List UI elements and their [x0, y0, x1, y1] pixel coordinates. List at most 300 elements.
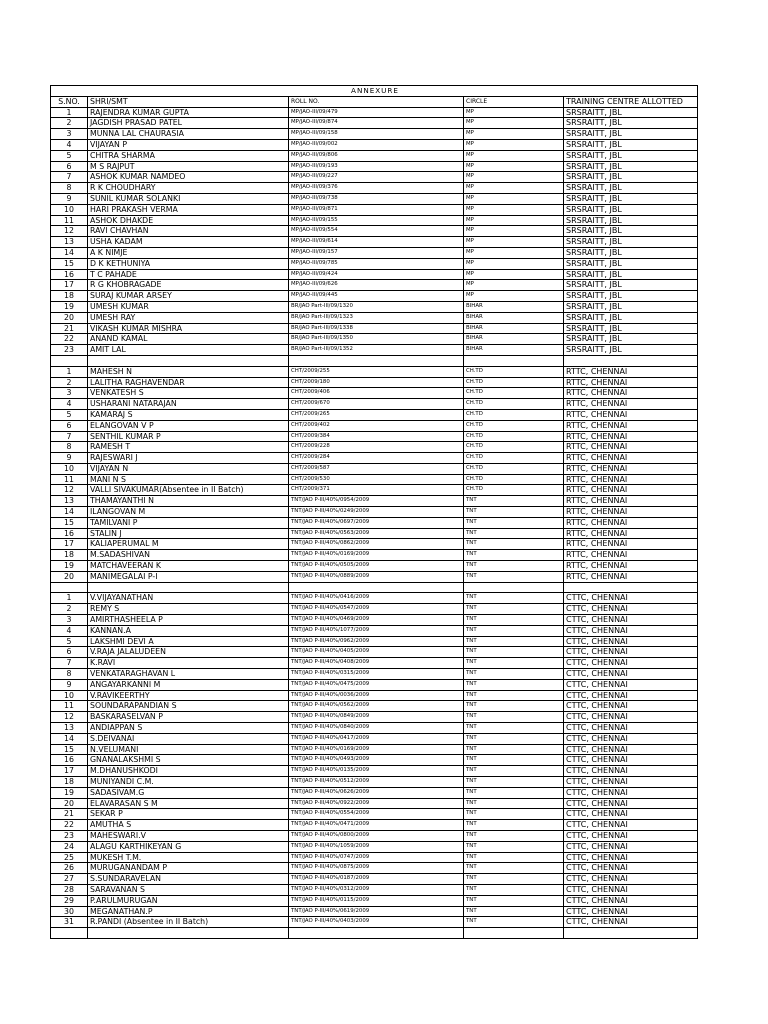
- cell-roll-no: TNT/JAO P-III/40%/0417/2009: [289, 733, 464, 744]
- cell-sno: 25: [51, 852, 88, 863]
- cell-circle: CH.TD: [464, 420, 564, 431]
- empty-cell: [564, 928, 698, 939]
- cell-roll-no: TNT/JAO P-III/40%/0922/2009: [289, 798, 464, 809]
- table-row: [51, 247, 698, 258]
- cell-training-centre: RTTC, CHENNAI: [564, 453, 698, 464]
- cell-roll-no: BR/JAO Part-III/09/1320: [289, 301, 464, 312]
- cell-circle: TNT: [464, 679, 564, 690]
- cell-name: MANIMEGALAI P-I: [88, 571, 289, 582]
- table-row: [51, 701, 698, 712]
- cell-training-centre: SRSRAITT, JBL: [564, 269, 698, 280]
- cell-sno: 16: [51, 269, 88, 280]
- table-row: [51, 809, 698, 820]
- table-row: [51, 377, 698, 388]
- cell-training-centre: SRSRAITT, JBL: [564, 172, 698, 183]
- cell-circle: TNT: [464, 636, 564, 647]
- cell-training-centre: RTTC, CHENNAI: [564, 517, 698, 528]
- table-row: [51, 291, 698, 302]
- cell-sno: 18: [51, 550, 88, 561]
- cell-circle: BIHAR: [464, 312, 564, 323]
- table-row: [51, 388, 698, 399]
- cell-sno: 14: [51, 247, 88, 258]
- table-row: [51, 334, 698, 345]
- cell-name: R.PANDI (Absentee in II Batch): [88, 917, 289, 928]
- cell-sno: 15: [51, 744, 88, 755]
- cell-training-centre: SRSRAITT, JBL: [564, 291, 698, 302]
- table-row: [51, 431, 698, 442]
- cell-circle: TNT: [464, 625, 564, 636]
- cell-sno: 11: [51, 215, 88, 226]
- table-row: [51, 766, 698, 777]
- cell-roll-no: MP/JAO-III/09/479: [289, 107, 464, 118]
- cell-circle: TNT: [464, 647, 564, 658]
- cell-training-centre: RTTC, CHENNAI: [564, 485, 698, 496]
- cell-training-centre: CTTC, CHENNAI: [564, 733, 698, 744]
- cell-roll-no: MP/JAO-III/09/806: [289, 150, 464, 161]
- cell-training-centre: RTTC, CHENNAI: [564, 571, 698, 582]
- cell-sno: 6: [51, 420, 88, 431]
- table-row: [51, 615, 698, 626]
- cell-circle: TNT: [464, 852, 564, 863]
- cell-circle: TNT: [464, 604, 564, 615]
- cell-roll-no: CHT/2009/402: [289, 420, 464, 431]
- cell-circle: MP: [464, 226, 564, 237]
- table-row: [51, 571, 698, 582]
- header-name: SHRI/SMT: [88, 96, 289, 107]
- cell-sno: 27: [51, 874, 88, 885]
- cell-roll-no: TNT/JAO P-III/40%/0800/2009: [289, 830, 464, 841]
- cell-roll-no: MP/JAO-III/09/874: [289, 118, 464, 129]
- empty-cell: [289, 928, 464, 939]
- cell-sno: 9: [51, 453, 88, 464]
- cell-name: V.VIJAYANATHAN: [88, 593, 289, 604]
- cell-sno: 23: [51, 345, 88, 356]
- cell-sno: 19: [51, 787, 88, 798]
- empty-cell: [51, 582, 88, 593]
- cell-circle: MP: [464, 183, 564, 194]
- table-row: [51, 733, 698, 744]
- table-row: [51, 226, 698, 237]
- table-row: [51, 917, 698, 928]
- cell-circle: CH.TD: [464, 431, 564, 442]
- cell-name: M.DHANUSHKODI: [88, 766, 289, 777]
- cell-training-centre: SRSRAITT, JBL: [564, 334, 698, 345]
- cell-roll-no: CHT/2009/228: [289, 442, 464, 453]
- cell-training-centre: SRSRAITT, JBL: [564, 247, 698, 258]
- cell-training-centre: CTTC, CHENNAI: [564, 625, 698, 636]
- cell-roll-no: TNT/JAO P-III/40%/0889/2009: [289, 571, 464, 582]
- cell-sno: 14: [51, 507, 88, 518]
- cell-roll-no: BR/JAO Part-III/09/1350: [289, 334, 464, 345]
- cell-sno: 8: [51, 669, 88, 680]
- cell-training-centre: RTTC, CHENNAI: [564, 463, 698, 474]
- cell-sno: 6: [51, 647, 88, 658]
- cell-sno: 22: [51, 820, 88, 831]
- cell-name: ASHOK KUMAR NAMDEO: [88, 172, 289, 183]
- cell-sno: 1: [51, 107, 88, 118]
- table-row: [51, 258, 698, 269]
- cell-roll-no: TNT/JAO P-III/40%/0563/2009: [289, 528, 464, 539]
- cell-circle: MP: [464, 150, 564, 161]
- cell-training-centre: CTTC, CHENNAI: [564, 647, 698, 658]
- table-row: [51, 280, 698, 291]
- cell-name: D K KETHUNIYA: [88, 258, 289, 269]
- table-row: [51, 528, 698, 539]
- cell-circle: BIHAR: [464, 334, 564, 345]
- cell-circle: CH.TD: [464, 399, 564, 410]
- cell-sno: 9: [51, 193, 88, 204]
- cell-roll-no: TNT/JAO P-III/40%/0962/2009: [289, 636, 464, 647]
- cell-roll-no: TNT/JAO P-III/40%/0405/2009: [289, 647, 464, 658]
- cell-training-centre: CTTC, CHENNAI: [564, 723, 698, 734]
- cell-training-centre: SRSRAITT, JBL: [564, 193, 698, 204]
- table-row: [51, 723, 698, 734]
- cell-roll-no: TNT/JAO P-III/40%/0862/2009: [289, 539, 464, 550]
- cell-roll-no: TNT/JAO P-III/40%/0505/2009: [289, 561, 464, 572]
- table-row: [51, 193, 698, 204]
- cell-circle: TNT: [464, 507, 564, 518]
- cell-name: USHA KADAM: [88, 237, 289, 248]
- table-row: [51, 172, 698, 183]
- cell-sno: 23: [51, 830, 88, 841]
- cell-roll-no: TNT/JAO P-III/40%/0469/2009: [289, 615, 464, 626]
- cell-training-centre: CTTC, CHENNAI: [564, 863, 698, 874]
- header-sno: S.NO.: [51, 96, 88, 107]
- cell-training-centre: SRSRAITT, JBL: [564, 204, 698, 215]
- table-row: [51, 183, 698, 194]
- cell-sno: 7: [51, 431, 88, 442]
- cell-circle: MP: [464, 215, 564, 226]
- cell-name: AMUTHA S: [88, 820, 289, 831]
- cell-training-centre: RTTC, CHENNAI: [564, 366, 698, 377]
- cell-name: A K NIMJE: [88, 247, 289, 258]
- empty-cell: [289, 582, 464, 593]
- cell-name: MUKESH T.M.: [88, 852, 289, 863]
- table-row: [51, 107, 698, 118]
- cell-circle: MP: [464, 118, 564, 129]
- cell-name: SEKAR P: [88, 809, 289, 820]
- cell-circle: TNT: [464, 917, 564, 928]
- cell-name: V.RAJA JALALUDEEN: [88, 647, 289, 658]
- cell-roll-no: MP/JAO-III/09/445: [289, 291, 464, 302]
- table-row: [51, 507, 698, 518]
- cell-name: UMESH KUMAR: [88, 301, 289, 312]
- cell-name: S.DEIVANAI: [88, 733, 289, 744]
- cell-training-centre: CTTC, CHENNAI: [564, 658, 698, 669]
- table-row: [51, 604, 698, 615]
- cell-roll-no: MP/JAO-III/09/227: [289, 172, 464, 183]
- table-row: [51, 215, 698, 226]
- cell-roll-no: TNT/JAO P-III/40%/0169/2009: [289, 550, 464, 561]
- cell-training-centre: RTTC, CHENNAI: [564, 528, 698, 539]
- cell-training-centre: CTTC, CHENNAI: [564, 615, 698, 626]
- cell-training-centre: SRSRAITT, JBL: [564, 345, 698, 356]
- cell-circle: TNT: [464, 755, 564, 766]
- cell-training-centre: CTTC, CHENNAI: [564, 841, 698, 852]
- cell-sno: 2: [51, 604, 88, 615]
- table-row: [51, 755, 698, 766]
- cell-roll-no: BR/JAO Part-III/09/1323: [289, 312, 464, 323]
- table-row: [51, 129, 698, 140]
- table-row: [51, 442, 698, 453]
- cell-roll-no: TNT/JAO P-III/40%/0619/2009: [289, 906, 464, 917]
- cell-name: ASHOK DHAKDE: [88, 215, 289, 226]
- cell-roll-no: TNT/JAO P-III/40%/0249/2009: [289, 507, 464, 518]
- cell-roll-no: MP/JAO-III/09/424: [289, 269, 464, 280]
- cell-sno: 10: [51, 463, 88, 474]
- cell-roll-no: TNT/JAO P-III/40%/0416/2009: [289, 593, 464, 604]
- cell-roll-no: MP/JAO-III/09/554: [289, 226, 464, 237]
- cell-circle: CH.TD: [464, 442, 564, 453]
- cell-sno: 1: [51, 593, 88, 604]
- cell-roll-no: TNT/JAO P-III/40%/0312/2009: [289, 884, 464, 895]
- group-spacer-row: [51, 355, 698, 366]
- cell-roll-no: TNT/JAO P-III/40%/0493/2009: [289, 755, 464, 766]
- empty-cell: [88, 928, 289, 939]
- cell-name: REMY S: [88, 604, 289, 615]
- cell-circle: TNT: [464, 777, 564, 788]
- cell-roll-no: TNT/JAO P-III/40%/0403/2009: [289, 917, 464, 928]
- empty-cell: [564, 355, 698, 366]
- cell-name: VALLI SIVAKUMAR(Absentee in II Batch): [88, 485, 289, 496]
- cell-name: R K CHOUDHARY: [88, 183, 289, 194]
- cell-sno: 24: [51, 841, 88, 852]
- cell-sno: 20: [51, 312, 88, 323]
- cell-name: MURUGANANDAM P: [88, 863, 289, 874]
- cell-training-centre: RTTC, CHENNAI: [564, 399, 698, 410]
- cell-sno: 15: [51, 517, 88, 528]
- table-row: [51, 712, 698, 723]
- cell-sno: 19: [51, 301, 88, 312]
- table-row: [51, 593, 698, 604]
- cell-roll-no: TNT/JAO P-III/40%/0697/2009: [289, 517, 464, 528]
- cell-training-centre: CTTC, CHENNAI: [564, 755, 698, 766]
- cell-training-centre: SRSRAITT, JBL: [564, 323, 698, 334]
- cell-sno: 19: [51, 561, 88, 572]
- cell-name: S.SUNDARAVELAN: [88, 874, 289, 885]
- empty-cell: [88, 582, 289, 593]
- cell-roll-no: TNT/JAO P-III/40%/0626/2009: [289, 787, 464, 798]
- table-row: [51, 312, 698, 323]
- cell-circle: TNT: [464, 615, 564, 626]
- cell-roll-no: MP/JAO-III/09/193: [289, 161, 464, 172]
- cell-roll-no: TNT/JAO P-III/40%/0747/2009: [289, 852, 464, 863]
- cell-circle: CH.TD: [464, 474, 564, 485]
- cell-name: ELANGOVAN V P: [88, 420, 289, 431]
- table-row: [51, 658, 698, 669]
- cell-name: VENKATESH S: [88, 388, 289, 399]
- cell-circle: BIHAR: [464, 301, 564, 312]
- cell-circle: TNT: [464, 701, 564, 712]
- cell-name: SOUNDARAPANDIAN S: [88, 701, 289, 712]
- cell-training-centre: SRSRAITT, JBL: [564, 129, 698, 140]
- cell-sno: 21: [51, 323, 88, 334]
- header-circle: CIRCLE: [464, 96, 564, 107]
- cell-name: VIJAYAN P: [88, 139, 289, 150]
- cell-roll-no: CHT/2009/255: [289, 366, 464, 377]
- cell-roll-no: BR/JAO Part-III/09/1352: [289, 345, 464, 356]
- cell-circle: CH.TD: [464, 377, 564, 388]
- cell-sno: 11: [51, 474, 88, 485]
- table-row: [51, 399, 698, 410]
- cell-name: K.RAVI: [88, 658, 289, 669]
- cell-sno: 9: [51, 679, 88, 690]
- cell-circle: MP: [464, 161, 564, 172]
- cell-roll-no: MP/JAO-III/09/614: [289, 237, 464, 248]
- group-spacer-row: [51, 928, 698, 939]
- cell-roll-no: TNT/JAO P-III/40%/0954/2009: [289, 496, 464, 507]
- cell-sno: 10: [51, 204, 88, 215]
- table-row: [51, 496, 698, 507]
- empty-cell: [464, 928, 564, 939]
- cell-circle: TNT: [464, 561, 564, 572]
- cell-sno: 13: [51, 496, 88, 507]
- table-row: [51, 161, 698, 172]
- cell-name: VIKASH KUMAR MISHRA: [88, 323, 289, 334]
- cell-roll-no: TNT/JAO P-III/40%/0875/2009: [289, 863, 464, 874]
- cell-circle: BIHAR: [464, 345, 564, 356]
- table-row: [51, 118, 698, 129]
- table-row: [51, 625, 698, 636]
- cell-sno: 31: [51, 917, 88, 928]
- cell-name: M.SADASHIVAN: [88, 550, 289, 561]
- cell-roll-no: CHT/2009/284: [289, 453, 464, 464]
- cell-roll-no: TNT/JAO P-III/40%/0512/2009: [289, 777, 464, 788]
- table-row: [51, 150, 698, 161]
- cell-circle: TNT: [464, 798, 564, 809]
- cell-roll-no: TNT/JAO P-III/40%/0547/2009: [289, 604, 464, 615]
- cell-roll-no: CHT/2009/384: [289, 431, 464, 442]
- cell-name: VIJAYAN N: [88, 463, 289, 474]
- cell-roll-no: TNT/JAO P-III/40%/0135/2009: [289, 766, 464, 777]
- empty-cell: [88, 355, 289, 366]
- cell-circle: MP: [464, 237, 564, 248]
- cell-circle: TNT: [464, 744, 564, 755]
- cell-training-centre: SRSRAITT, JBL: [564, 226, 698, 237]
- cell-circle: TNT: [464, 874, 564, 885]
- cell-training-centre: CTTC, CHENNAI: [564, 777, 698, 788]
- cell-sno: 10: [51, 690, 88, 701]
- table-row: [51, 669, 698, 680]
- cell-name: ELAVARASAN S M: [88, 798, 289, 809]
- cell-circle: TNT: [464, 895, 564, 906]
- cell-roll-no: TNT/JAO P-III/40%/1059/2009: [289, 841, 464, 852]
- cell-circle: TNT: [464, 884, 564, 895]
- cell-name: CHITRA SHARMA: [88, 150, 289, 161]
- table-row: [51, 237, 698, 248]
- cell-sno: 11: [51, 701, 88, 712]
- cell-roll-no: CHT/2009/371: [289, 485, 464, 496]
- cell-training-centre: SRSRAITT, JBL: [564, 118, 698, 129]
- cell-name: JAGDISH PRASAD PATEL: [88, 118, 289, 129]
- cell-circle: TNT: [464, 539, 564, 550]
- cell-circle: TNT: [464, 528, 564, 539]
- cell-sno: 12: [51, 226, 88, 237]
- cell-roll-no: TNT/JAO P-III/40%/0408/2009: [289, 658, 464, 669]
- cell-sno: 8: [51, 442, 88, 453]
- cell-training-centre: RTTC, CHENNAI: [564, 561, 698, 572]
- cell-roll-no: MP/JAO-III/09/871: [289, 204, 464, 215]
- cell-name: ILANGOVAN M: [88, 507, 289, 518]
- cell-circle: TNT: [464, 517, 564, 528]
- table-row: [51, 874, 698, 885]
- cell-training-centre: CTTC, CHENNAI: [564, 604, 698, 615]
- cell-circle: CH.TD: [464, 366, 564, 377]
- table-row: [51, 366, 698, 377]
- cell-sno: 5: [51, 636, 88, 647]
- cell-name: SENTHIL KUMAR P: [88, 431, 289, 442]
- group-spacer-row: [51, 582, 698, 593]
- cell-circle: TNT: [464, 550, 564, 561]
- cell-circle: BIHAR: [464, 323, 564, 334]
- cell-name: MUNNA LAL CHAURASIA: [88, 129, 289, 140]
- cell-sno: 12: [51, 712, 88, 723]
- table-row: [51, 409, 698, 420]
- cell-name: R G KHOBRAGADE: [88, 280, 289, 291]
- cell-training-centre: SRSRAITT, JBL: [564, 237, 698, 248]
- cell-sno: 16: [51, 755, 88, 766]
- cell-training-centre: SRSRAITT, JBL: [564, 183, 698, 194]
- cell-roll-no: MP/JAO-III/09/376: [289, 183, 464, 194]
- cell-training-centre: CTTC, CHENNAI: [564, 820, 698, 831]
- cell-name: MAHESWARI.V: [88, 830, 289, 841]
- cell-circle: CH.TD: [464, 388, 564, 399]
- cell-circle: TNT: [464, 906, 564, 917]
- table-row: [51, 690, 698, 701]
- cell-sno: 20: [51, 571, 88, 582]
- cell-name: MATCHAVEERAN K: [88, 561, 289, 572]
- cell-circle: TNT: [464, 496, 564, 507]
- table-row: [51, 345, 698, 356]
- cell-name: MEGANATHAN.P: [88, 906, 289, 917]
- cell-sno: 4: [51, 625, 88, 636]
- cell-name: USHARANI NATARAJAN: [88, 399, 289, 410]
- cell-training-centre: CTTC, CHENNAI: [564, 744, 698, 755]
- cell-sno: 29: [51, 895, 88, 906]
- cell-training-centre: SRSRAITT, JBL: [564, 258, 698, 269]
- cell-roll-no: TNT/JAO P-III/40%/0475/2009: [289, 679, 464, 690]
- cell-name: UMESH RAY: [88, 312, 289, 323]
- cell-name: ALAGU KARTHIKEYAN G: [88, 841, 289, 852]
- cell-roll-no: TNT/JAO P-III/40%/0036/2009: [289, 690, 464, 701]
- cell-training-centre: SRSRAITT, JBL: [564, 139, 698, 150]
- cell-roll-no: CHT/2009/670: [289, 399, 464, 410]
- table-row: [51, 787, 698, 798]
- cell-sno: 17: [51, 766, 88, 777]
- cell-sno: 17: [51, 280, 88, 291]
- cell-sno: 2: [51, 377, 88, 388]
- table-row: [51, 269, 698, 280]
- cell-circle: TNT: [464, 766, 564, 777]
- cell-name: ANGAYARKANNI M: [88, 679, 289, 690]
- cell-name: ANDIAPPAN S: [88, 723, 289, 734]
- table-row: [51, 830, 698, 841]
- cell-name: N.VELUMANI: [88, 744, 289, 755]
- cell-circle: TNT: [464, 733, 564, 744]
- cell-roll-no: BR/JAO Part-III/09/1338: [289, 323, 464, 334]
- table-row: [51, 463, 698, 474]
- cell-circle: MP: [464, 172, 564, 183]
- cell-sno: 5: [51, 150, 88, 161]
- table-row: [51, 636, 698, 647]
- cell-circle: TNT: [464, 571, 564, 582]
- cell-name: KAMARAJ S: [88, 409, 289, 420]
- cell-circle: TNT: [464, 863, 564, 874]
- cell-sno: 7: [51, 658, 88, 669]
- cell-circle: TNT: [464, 593, 564, 604]
- cell-sno: 18: [51, 291, 88, 302]
- cell-circle: MP: [464, 129, 564, 140]
